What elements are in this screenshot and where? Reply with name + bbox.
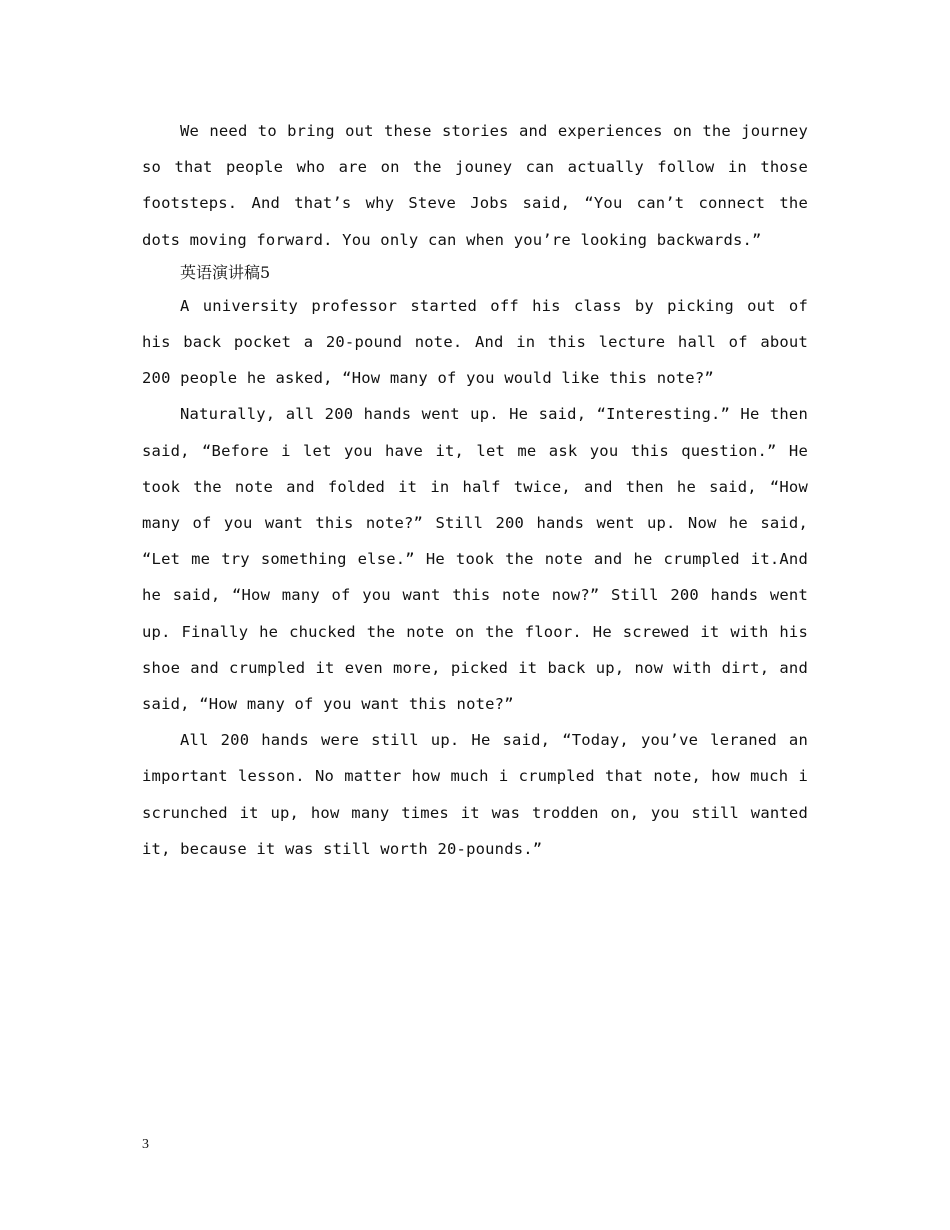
page-number: 3 <box>142 1137 149 1152</box>
paragraph-lesson: All 200 hands were still up. He said, “Today, you’ve leraned an important lesson. No matter how much i crumpled that note, how much i scrunched it up, how many times it was trodden on, you still wanted it, because it was still worth 20-pounds.” <box>142 731 808 858</box>
paragraph-intro: We need to bring out these stories and experiences on the journey so that people who are on the jouney can actually follow in those footsteps. And that’s why Steve Jobs said, “You can’t connect the dots moving forward. You only can when you’re looking backwards.” <box>142 122 808 249</box>
body-text <box>142 113 808 867</box>
paragraph-professor: A university professor started off his class by picking out of his back pocket a 20-pound note. And in this lecture hall of about 200 people he asked, “How many of you would like this note?” <box>142 296 808 388</box>
paragraph-hands: Naturally, all 200 hands went up. He said, “Interesting.” He then said, “Before i let you have it, let me ask you this question.” He took the note and folded it in half twice, and then he said, “How many of you want this note?” Still 200 hands went up. Now he said, “Let me try something else.” He took the note and he crumpled it.And he said, “How many of you want this note now?” Still 200 hands went up. Finally he chucked the note on the floor. He screwed it with his shoe and crumpled it even more, picked it back up, now with dirt, and said, “How many of you want this note?” <box>142 405 808 714</box>
section-heading: 英语演讲稿5 <box>180 262 271 282</box>
